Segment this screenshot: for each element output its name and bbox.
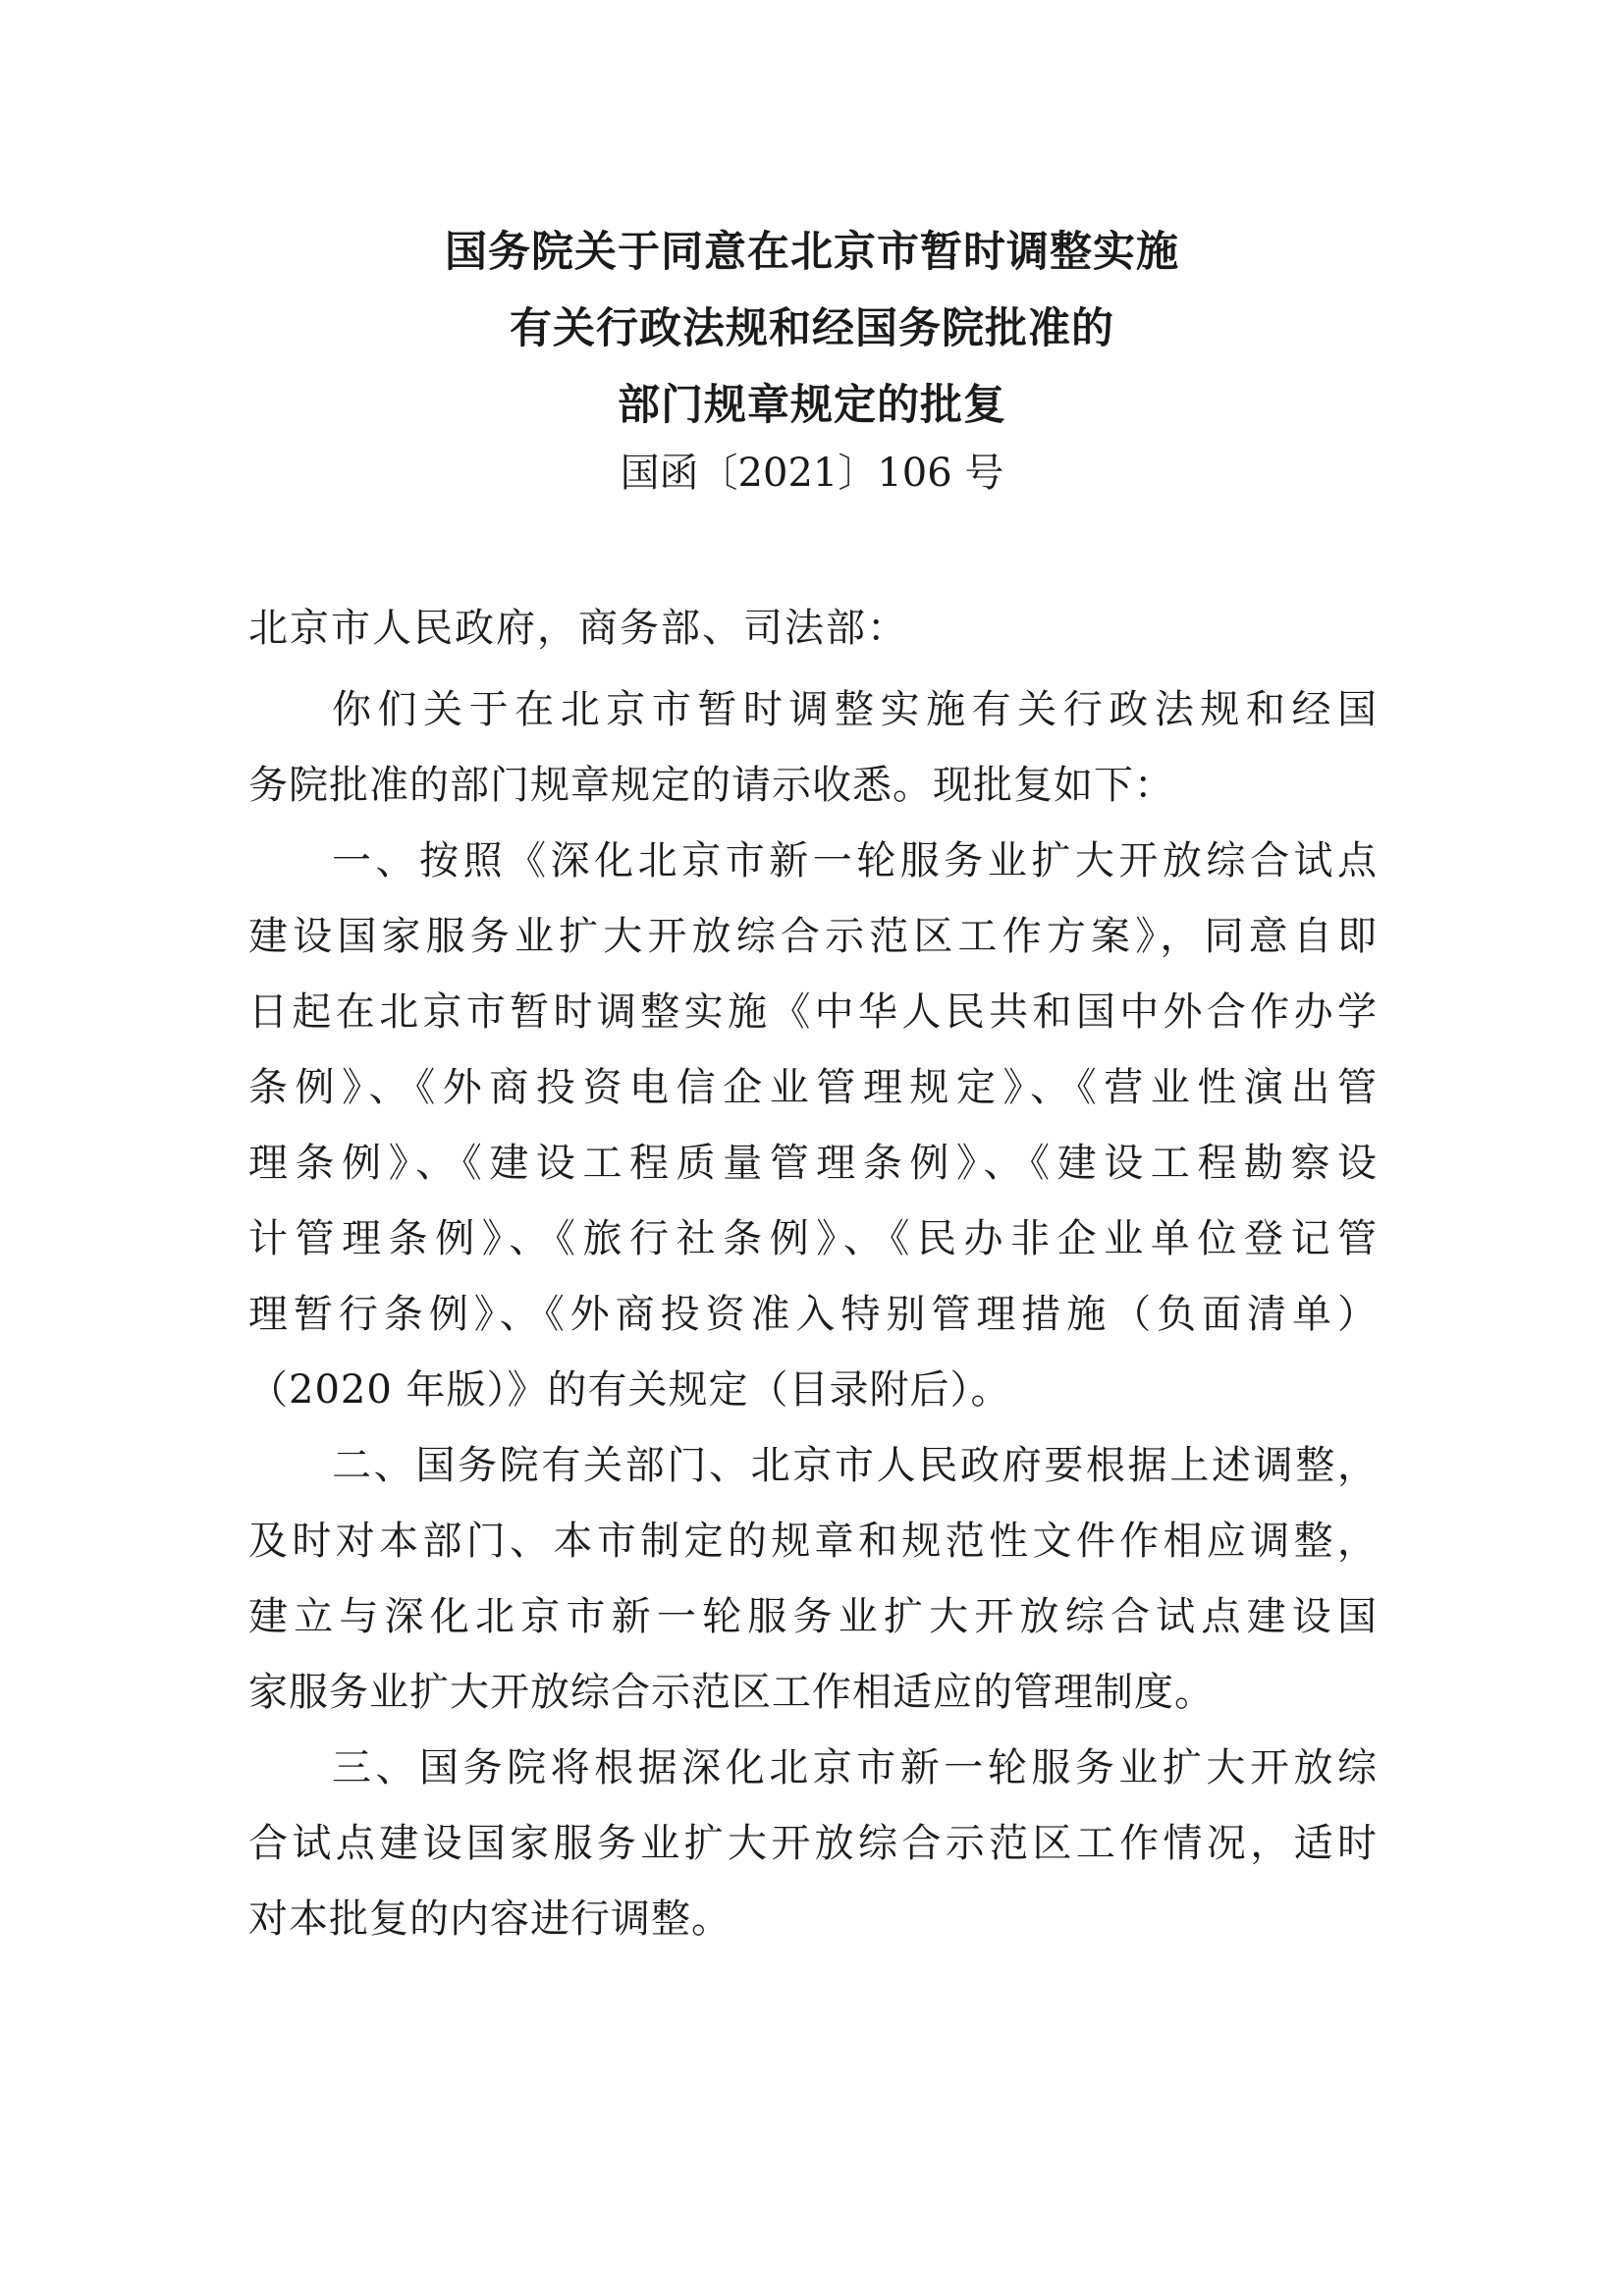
body-line: 建设国家服务业扩大开放综合示范区工作方案》，同意自即: [248, 914, 1378, 959]
document-number: 国函〔2021〕106 号: [620, 451, 1004, 496]
body-line: 三、国务院将根据深化北京市新一轮服务业扩大开放综: [332, 1745, 1378, 1790]
body-line: 家服务业扩大开放综合示范区工作相适应的管理制度。: [248, 1670, 1215, 1715]
paragraph-item-1: [248, 824, 1378, 1428]
document-body: [248, 672, 1378, 1957]
body-line: 及时对本部门、本市制定的规章和规范性文件作相应调整，: [248, 1519, 1378, 1564]
body-line: 一、按照《深化北京市新一轮服务业扩大开放综合试点: [332, 838, 1378, 883]
body-line: 你们关于在北京市暂时调整实施有关行政法规和经国: [332, 687, 1378, 732]
title-line-3: 部门规章规定的批复: [618, 381, 1006, 430]
document-title: [0, 214, 1624, 444]
title-line-2: 有关行政法规和经国务院批准的: [510, 304, 1114, 353]
body-line: 理暂行条例》、《外商投资准入特别管理措施（负面清单）: [248, 1292, 1378, 1337]
body-line: （2020 年版）》的有关规定（目录附后）。: [248, 1367, 1011, 1413]
body-line: 合试点建设国家服务业扩大开放综合示范区工作情况，适时: [248, 1821, 1378, 1866]
body-line: 建立与深化北京市新一轮服务业扩大开放综合试点建设国: [248, 1594, 1378, 1639]
body-line: 对本批复的内容进行调整。: [248, 1896, 731, 1942]
body-line: 日起在北京市暂时调整实施《中华人民共和国中外合作办学: [248, 989, 1378, 1035]
body-line: 二、国务院有关部门、北京市人民政府要根据上述调整，: [332, 1443, 1378, 1488]
body-line: 计管理条例》、《旅行社条例》、《民办非企业单位登记管: [248, 1216, 1378, 1261]
title-line-1: 国务院关于同意在北京市暂时调整实施: [445, 228, 1179, 277]
body-line: 理条例》、《建设工程质量管理条例》、《建设工程勘察设: [248, 1141, 1378, 1186]
paragraph-item-2: [248, 1428, 1378, 1731]
paragraph-item-3: [248, 1731, 1378, 1957]
body-line: 务院批准的部门规章规定的请示收悉。现批复如下：: [248, 763, 1174, 808]
body-line: 条例》、《外商投资电信企业管理规定》、《营业性演出管: [248, 1065, 1378, 1110]
addressee: 北京市人民政府，商务部、司法部：: [248, 606, 908, 651]
paragraph-intro: [248, 672, 1378, 824]
